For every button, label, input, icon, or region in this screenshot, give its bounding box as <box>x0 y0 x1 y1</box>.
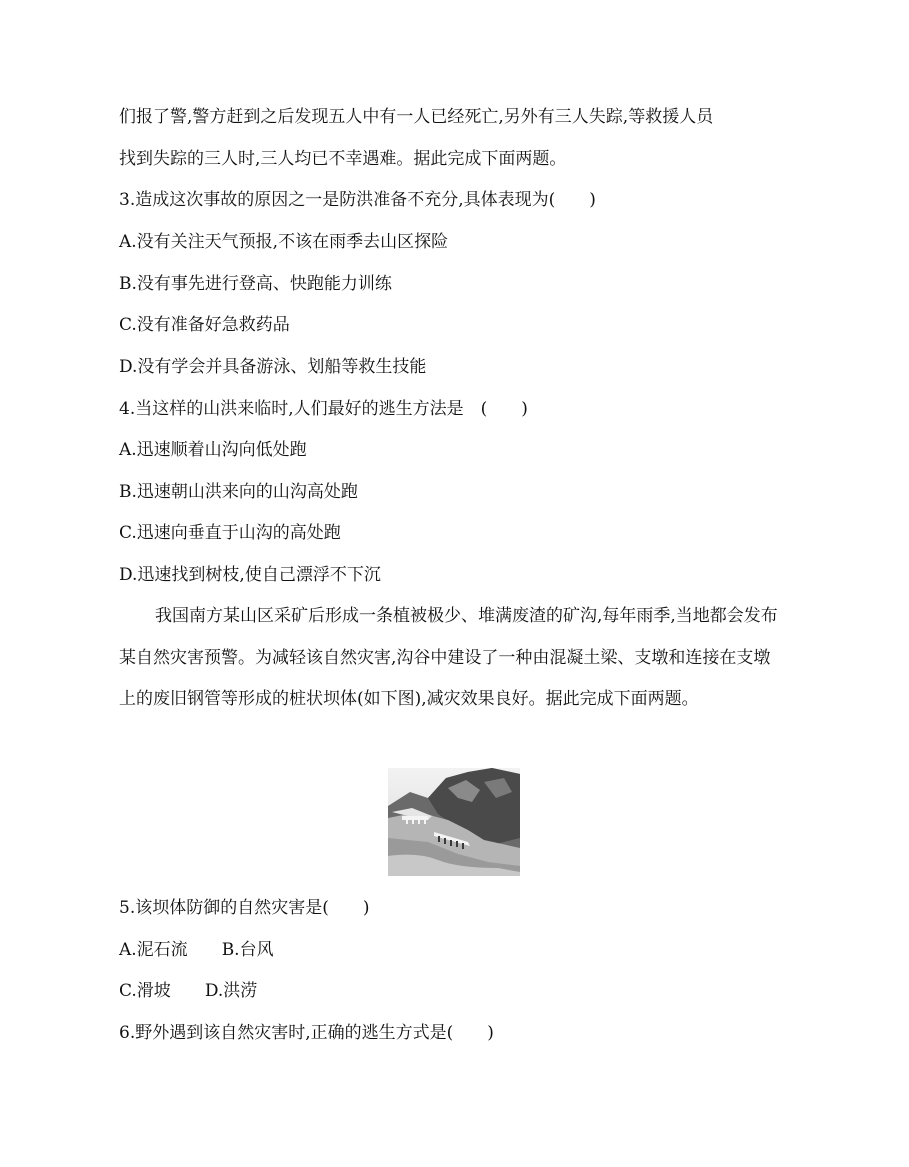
question-4-stem: 4.当这样的山洪来临时,人们最好的逃生方法是 ( ) <box>119 399 528 419</box>
intro-line-1: 们报了警,警方赶到之后发现五人中有一人已经死亡,另外有三人失踪,等救援人员 <box>119 107 714 127</box>
question-3-stem: 3.造成这次事故的原因之一是防洪准备不充分,具体表现为( ) <box>119 190 596 210</box>
question-4-option-d: D.迅速找到树枝,使自己漂浮不下沉 <box>119 565 381 585</box>
question-5-options-row-1 <box>119 939 789 961</box>
question-3-option-b: B.没有事先进行登高、快跑能力训练 <box>119 274 392 294</box>
question-3-option-d: D.没有学会并具备游泳、划船等救生技能 <box>119 357 427 377</box>
question-5-stem: 5.该坝体防御的自然灾害是( ) <box>119 898 370 918</box>
question-4-option-b: B.迅速朝山洪来向的山沟高处跑 <box>119 482 358 502</box>
mountain-dam-illustration <box>388 768 520 876</box>
question-5-option-d: D.洪涝 <box>204 981 258 1001</box>
dam-photo <box>388 768 520 876</box>
question-4-option-a: A.迅速顺着山沟向低处跑 <box>119 440 307 460</box>
question-6-stem: 6.野外遇到该自然灾害时,正确的逃生方式是( ) <box>119 1023 494 1043</box>
question-4-option-c: C.迅速向垂直于山沟的高处跑 <box>119 523 341 543</box>
question-5-option-b: B.台风 <box>221 940 274 960</box>
question-3-option-a: A.没有关注天气预报,不该在雨季去山区探险 <box>119 232 449 252</box>
question-3-option-c: C.没有准备好急救药品 <box>119 315 290 335</box>
intro-line-2: 找到失踪的三人时,三人均已不幸遇难。据此完成下面两题。 <box>119 149 567 169</box>
question-5-options-row-2 <box>119 980 789 1002</box>
question-5-option-a: A.泥石流 <box>119 940 188 960</box>
question-5-option-c: C.滑坡 <box>119 981 171 1001</box>
passage-2: 我国南方某山区采矿后形成一条植被极少、堆满废渣的矿沟,每年雨季,当地都会发布某自然灾害预警。为减轻该自然灾害,沟谷中建设了一种由混凝土梁、支墩和连接在支墩上的废旧钢管等形成的桩状坝体(如下图),减灾效果良好。据此完成下面两题。 <box>119 606 778 709</box>
